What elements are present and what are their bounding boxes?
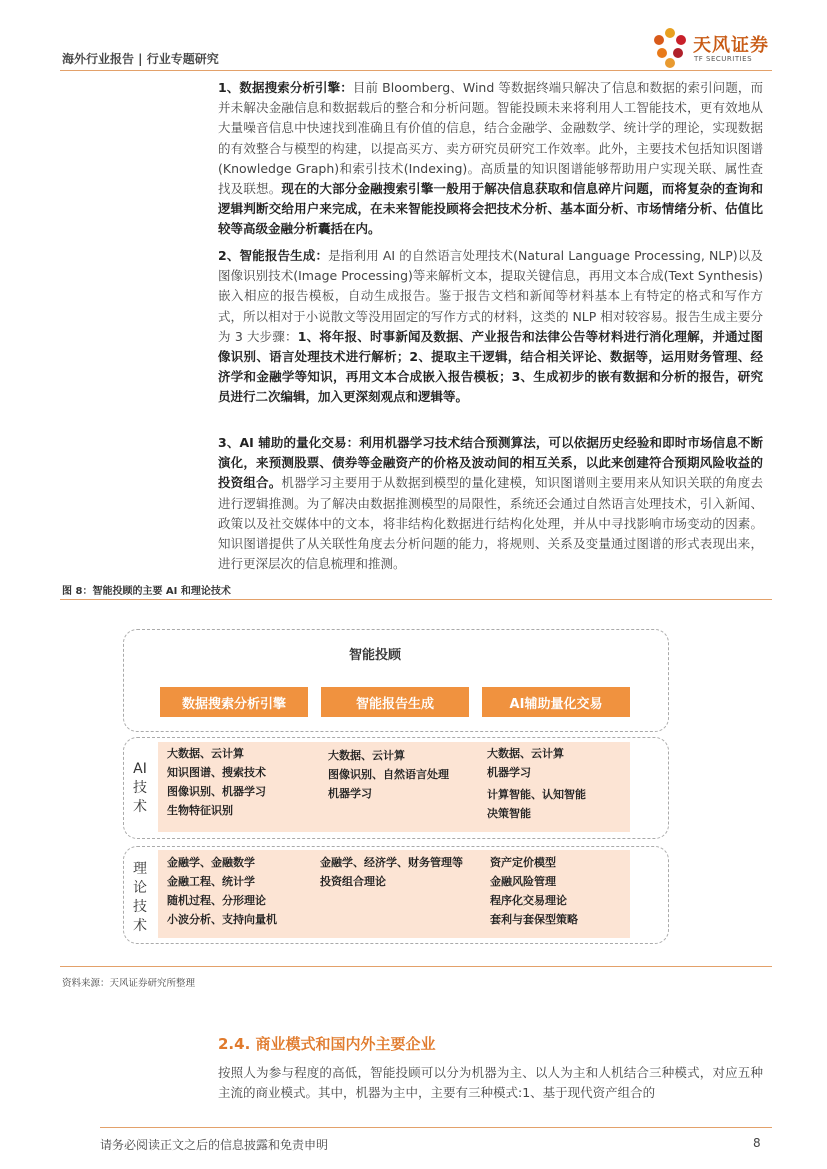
header-divider	[60, 70, 772, 71]
list-item: 决策智能	[487, 807, 531, 820]
list-item: 知识图谱、搜索技术	[167, 766, 266, 779]
para3-lead: 3、AI 辅助的量化交易：	[218, 435, 360, 450]
paragraph-report-generation	[218, 246, 763, 408]
theory-tech-label: 理论技术	[133, 861, 147, 934]
list-item: 大数据、云计算	[328, 749, 405, 762]
list-item: 随机过程、分形理论	[167, 894, 266, 907]
list-item: 投资组合理论	[320, 875, 386, 888]
list-item: 资产定价模型	[490, 856, 556, 869]
company-logo	[650, 25, 770, 75]
theory-tech-col-2	[320, 853, 463, 891]
logo-name: 天风证券	[693, 35, 769, 56]
para3-text: 机器学习主要用于从数据到模型的量化建模，知识图谱则主要用来从知识关联的角度去进行逻辑推测。为了解决由数据推测模型的局限性，系统还会通过自然语言处理技术，引入新闻、政策以及社交媒体中的文本，将非结构化数据进行结构化处理，并从中寻找影响市场变动的因素。知识图谱提供了从关联性角度去分析问题的能力，将规则、关系及变量通过图谱的形式表现出来，进行更深层次的信息梳理和推测。	[218, 475, 763, 572]
figure-divider	[60, 599, 772, 600]
category-report-generation: 智能报告生成	[321, 687, 469, 717]
list-item: 大数据、云计算	[167, 747, 244, 760]
diagram-title: 智能投顾	[349, 648, 402, 663]
para1-text: 目前 Bloomberg、Wind 等数据终端只解决了信息和数据的索引问题，而并未解决金融信息和数据载后的整合和分析问题。智能投顾未来将利用人工智能技术，更有效地从大量噪音信息中快速找到准确且有价值的信息，结合金融学、金融数学、统计学的理论，实现数据的有效整合与模型的构建，以提高买方、卖方研究员研究工作效率。此外，主要技术包括知识图谱(Knowledge Graph)和索引技术(Indexing)。高质量的知识图谱能够帮助用户实现关联、属性查找及联想。	[218, 80, 763, 197]
para1-lead: 1、数据搜索分析引擎：	[218, 80, 353, 95]
ai-tech-col-2	[328, 746, 449, 803]
list-item: 机器学习	[328, 787, 372, 800]
figure-source: 资料来源：天风证券研究所整理	[62, 978, 196, 989]
list-item: 金融学、经济学、财务管理等	[320, 856, 463, 869]
para2-bold: 1、将年报、时事新闻及数据、产业报告和法律公告等材料进行消化理解，并通过图像识别、语言处理技术进行解析；2、提取主干逻辑，结合相关评论、数据等，运用财务管理、经济学和金融学等知识，再用文本合成嵌入报告模板；3、生成初步的嵌有数据和分析的报告，研究员进行二次编辑，加入更深刻观点和逻辑等。	[218, 328, 763, 405]
ai-tech-col-1	[167, 744, 266, 820]
paragraph-search-engine	[218, 78, 763, 240]
para3-bold: 利用机器学习技术结合预测算法，可以依据历史经验和即时市场信息不断演化，来预测股票、债券等金融资产的价格及波动间的相互关系，以此来创建符合预期风险收益的投资组合。	[218, 435, 763, 491]
para2-lead: 2、智能报告生成：	[218, 248, 329, 263]
list-item: 金融工程、统计学	[167, 875, 255, 888]
list-item: 图像识别、机器学习	[167, 785, 266, 798]
list-item: 大数据、云计算	[487, 747, 564, 760]
list-item: 机器学习	[487, 766, 531, 779]
logo-petals-icon	[650, 25, 690, 71]
section-paragraph: 按照人为参与程度的高低，智能投顾可以分为机器为主、以人为主和人机结合三种模式，对应五种主流的商业模式。其中，机器为主中，主要有三种模式:1、基于现代资产组合的	[218, 1065, 763, 1101]
theory-tech-col-1	[167, 853, 277, 929]
section-heading: 2.4. 商业模式和国内外主要企业	[218, 1035, 436, 1053]
para1-bold: 现在的大部分金融搜索引擎一般用于解决信息获取和信息碎片问题，而将复杂的查询和逻辑判断交给用户来完成，在未来智能投顾将会把技术分析、基本面分析、市场情绪分析、估值比较等高级金融分析囊括在内。	[218, 181, 763, 237]
figure-title: 图 8：智能投顾的主要 AI 和理论技术	[62, 586, 231, 597]
paragraph-quant-trading	[218, 433, 763, 574]
list-item: 生物特征识别	[167, 804, 233, 817]
source-divider	[60, 966, 772, 967]
footer-divider	[100, 1127, 772, 1128]
report-type-header: 海外行业报告 | 行业专题研究	[62, 52, 219, 66]
list-item: 小波分析、支持向量机	[167, 913, 277, 926]
footer-disclaimer: 请务必阅读正文之后的信息披露和免责申明	[100, 1138, 329, 1152]
category-quant-trading: AI辅助量化交易	[482, 687, 630, 717]
para2-text: 是指利用 AI 的自然语言处理技术(Natural Language Processing, NLP)以及图像识别技术(Image Processing)等来解析文本，提取关键信息，再用文本合成(Text Synthesis)嵌入相应的报告模板，自动生成报告。鉴于报告文档和新闻等材料基本上有特定的格式和写作方式，所以相对于小说散文等没用固定的写作方式的材料，这类的 NLP 相对较容易。报告生成主要分为 3 大步骤：	[218, 248, 763, 344]
logo-en: TF SECURITIES	[694, 55, 753, 63]
list-item: 金融学、金融数学	[167, 856, 255, 869]
category-search-engine: 数据搜索分析引擎	[160, 687, 308, 717]
list-item: 程序化交易理论	[490, 894, 567, 907]
page-number: 8	[753, 1136, 761, 1150]
list-item: 金融风险管理	[490, 875, 556, 888]
theory-tech-col-3	[490, 853, 578, 929]
list-item: 计算智能、认知智能	[487, 788, 586, 801]
list-item: 套利与套保型策略	[490, 913, 578, 926]
ai-tech-label: AI技术	[133, 761, 147, 815]
list-item: 图像识别、自然语言处理	[328, 768, 449, 781]
ai-tech-col-3	[487, 744, 586, 823]
